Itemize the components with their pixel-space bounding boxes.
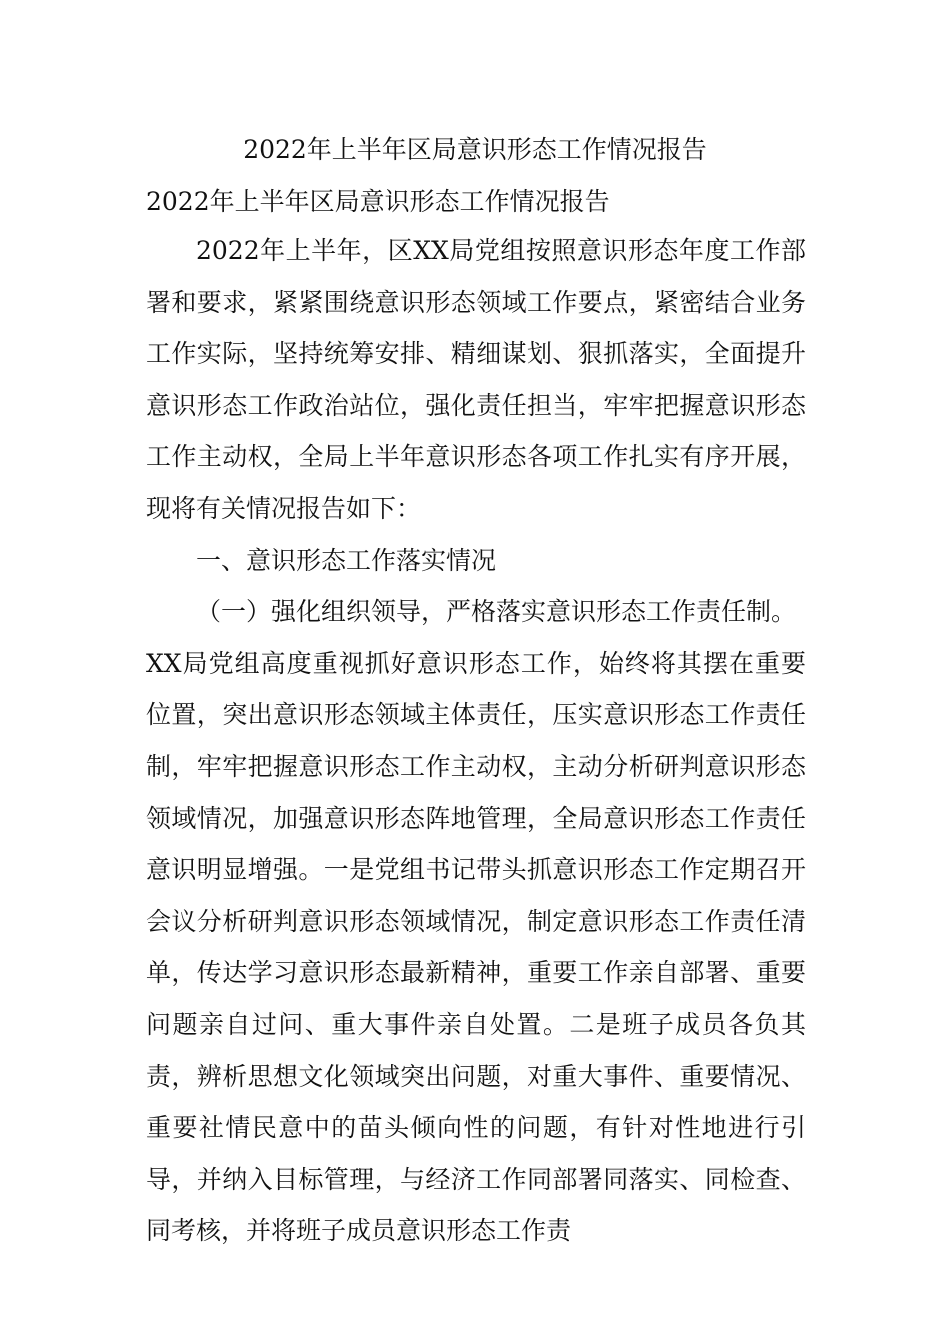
paragraph-intro: 2022年上半年，区XX局党组按照意识形态年度工作部署和要求，紧紧围绕意识形态领域工作要点，紧密结合业务工作实际，坚持统筹安排、精细谋划、狠抓落实，全面提升意识形态工作政治站位，强化责任担当，牢牢把握意识形态工作主动权，全局上半年意识形态各项工作扎实有序开展，现将有关情况报告如下： [146, 236, 806, 523]
document-title: 2022年上半年区局意识形态工作情况报告 [243, 135, 707, 164]
section-heading-1: 一、意识形态工作落实情况 [196, 545, 497, 575]
document-subtitle: 2022年上半年区局意识形态工作情况报告 [146, 187, 610, 216]
subsection-heading-1: （一）强化组织领导，严格落实意识形态工作责任制。 [196, 597, 797, 627]
paragraph-section-1: XX局党组高度重视抓好意识形态工作，始终将其摆在重要位置，突出意识形态领域主体责任，压实意识形态工作责任制，牢牢把握意识形态工作主动权，主动分析研判意识形态领域情况，加强意识形态阵地管理，全局意识形态工作责任意识明显增强。一是党组书记带头抓意识形态工作定期召开会议分析研判意识形态领域情况，制定意识形态工作责任清单，传达学习意识形态最新精神，重要工作亲自部署、重要问题亲自过问、重大事件亲自处置。二是班子成员各负其责，辨析思想文化领域突出问题，对重大事件、重要情况、重要社情民意中的苗头倾向性的问题，有针对性地进行引导，并纳入目标管理，与经济工作同部署同落实、同检查、同考核，并将班子成员意识形态工作责 [146, 648, 806, 1246]
document-body [146, 225, 806, 1257]
